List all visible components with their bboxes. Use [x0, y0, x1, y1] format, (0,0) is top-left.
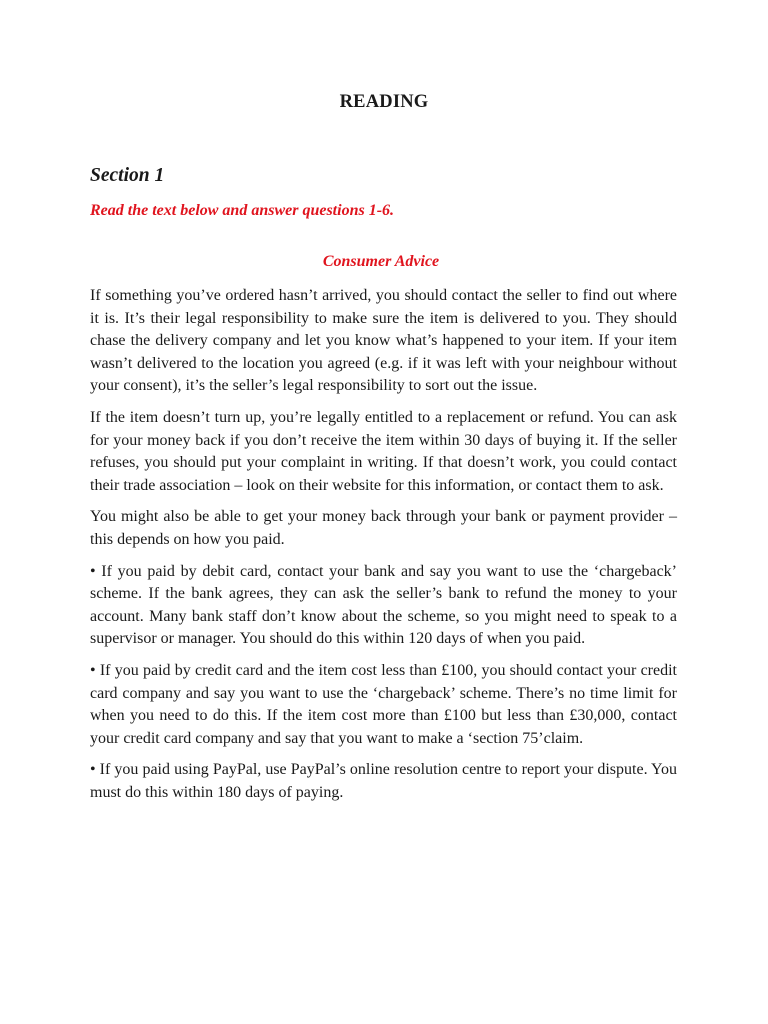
- paragraph-refund: If the item doesn’t turn up, you’re legally entitled to a replacement or refund. You can ask for your money back if you don’t receive the item within 30 days of buying it. If the seller refuses, you should put your complaint in writing. If that doesn’t work, you could contact their trade association – look on their website for this information, or contact them to ask.: [90, 408, 677, 494]
- paragraph-delivery: If something you’ve ordered hasn’t arrived, you should contact the seller to find out where it is. It’s their legal responsibility to make sure the item is delivered to you. They should chase the delivery company and let you know what’s happened to your item. If your item wasn’t delivered to the location you agreed (e.g. if it was left with your neighbour without your consent), it’s the seller’s legal responsibility to sort out the issue.: [90, 287, 677, 395]
- bullet-debit-card: • If you paid by debit card, contact your bank and say you want to use the ‘chargeback’ scheme. If the bank agrees, they can ask the seller’s bank to refund the money to your account. Many bank staff don’t know about the scheme, so you might need to speak to a supervisor or manager. You should do this within 120 days of when you paid.: [90, 562, 677, 648]
- page-title: READING: [339, 92, 429, 112]
- paragraph-bank-intro: You might also be able to get your money back through your bank or payment provider – this depends on how you paid.: [90, 508, 677, 548]
- bullet-paypal: • If you paid using PayPal, use PayPal’s online resolution centre to report your dispute. You must do this within 180 days of paying.: [90, 761, 677, 801]
- article-body: [90, 285, 677, 813]
- section-heading: Section 1: [90, 165, 165, 186]
- article-title: Consumer Advice: [322, 253, 440, 270]
- instruction-text: Read the text below and answer questions 1-6.: [90, 202, 395, 219]
- bullet-credit-card: • If you paid by credit card and the item cost less than £100, you should contact your credit card company and say you want to use the ‘chargeback’ scheme. There’s no time limit for when you need to do this. If the item cost more than £100 but less than £30,000, contact your credit card company and say that you want to make a ‘section 75’claim.: [90, 661, 677, 747]
